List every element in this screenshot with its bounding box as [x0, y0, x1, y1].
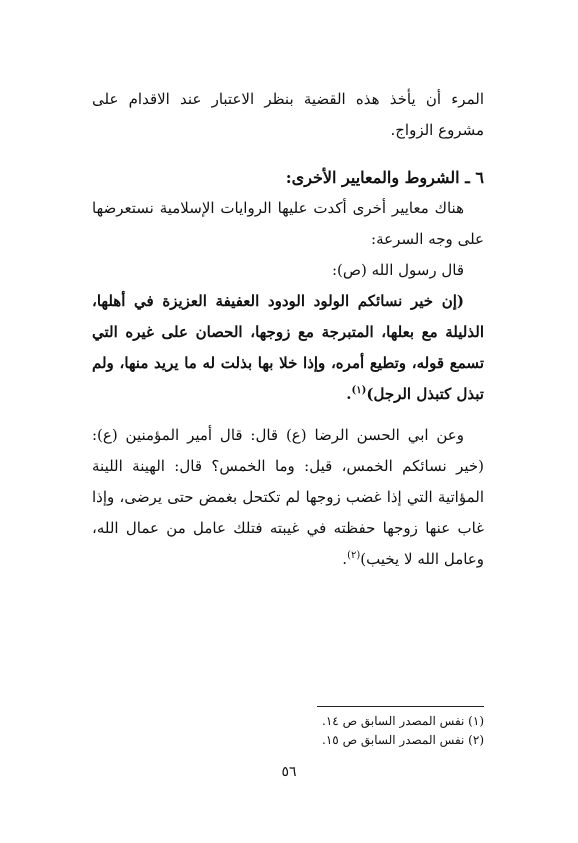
second-hadith-text: وعن ابي الحسن الرضا (ع) قال: قال أمير المؤمنين (ع): (خير نسائكم الخمس، قيل: وما الخمس؟ قال: الهينة اللينة المؤاتية التي إذا غضب زوجها لم تكتحل بغمض حتى يرضى، وإذا غاب عنها زوجها حفظته في غيبته فتلك عامل من عمال الله، وعامل الله لا يخيب) [92, 426, 484, 568]
hadith-quote-end: . [346, 385, 352, 403]
footnote-1: (١) نفس المصدر السابق ص ١٤. [322, 714, 484, 728]
paragraph-hadith-attribution: قال رسول الله (ص): [331, 261, 464, 279]
page-number: ٥٦ [281, 764, 297, 780]
footnote-divider [317, 706, 484, 707]
paragraph-hadith-quote [92, 286, 484, 410]
paragraph-intro: هناك معايير أخرى أكدت عليها الروايات الإسلامية نستعرضها على وجه السرعة: [92, 199, 484, 248]
section-heading: ٦ ـ الشروط والمعايير الأخرى: [285, 168, 484, 187]
footnote-marker-2: (٢) [347, 550, 361, 561]
second-hadith-end: . [342, 550, 348, 568]
hadith-quote-text: (إن خير نسائكم الولود الودود العفيفة العزيزة في أهلها، الذليلة مع بعلها، المتبرجة مع زوجها، الحصان على غيره التي تسمع قوله، وتطيع أمره، وإذا خلا بها بذلت له ما يريد منها، ولم تبذل كتبذل الرجل) [92, 292, 484, 403]
paragraph-second-hadith [92, 420, 484, 575]
paragraph-continuation: المرء أن يأخذ هذه القضية بنظر الاعتبار عند الاقدام على مشروع الزواج. [92, 90, 484, 139]
footnote-marker-1: (١) [351, 385, 367, 396]
page-body [92, 84, 484, 575]
footnote-2: (٢) نفس المصدر السابق ص ١٥. [322, 733, 484, 747]
footnotes [184, 712, 484, 750]
